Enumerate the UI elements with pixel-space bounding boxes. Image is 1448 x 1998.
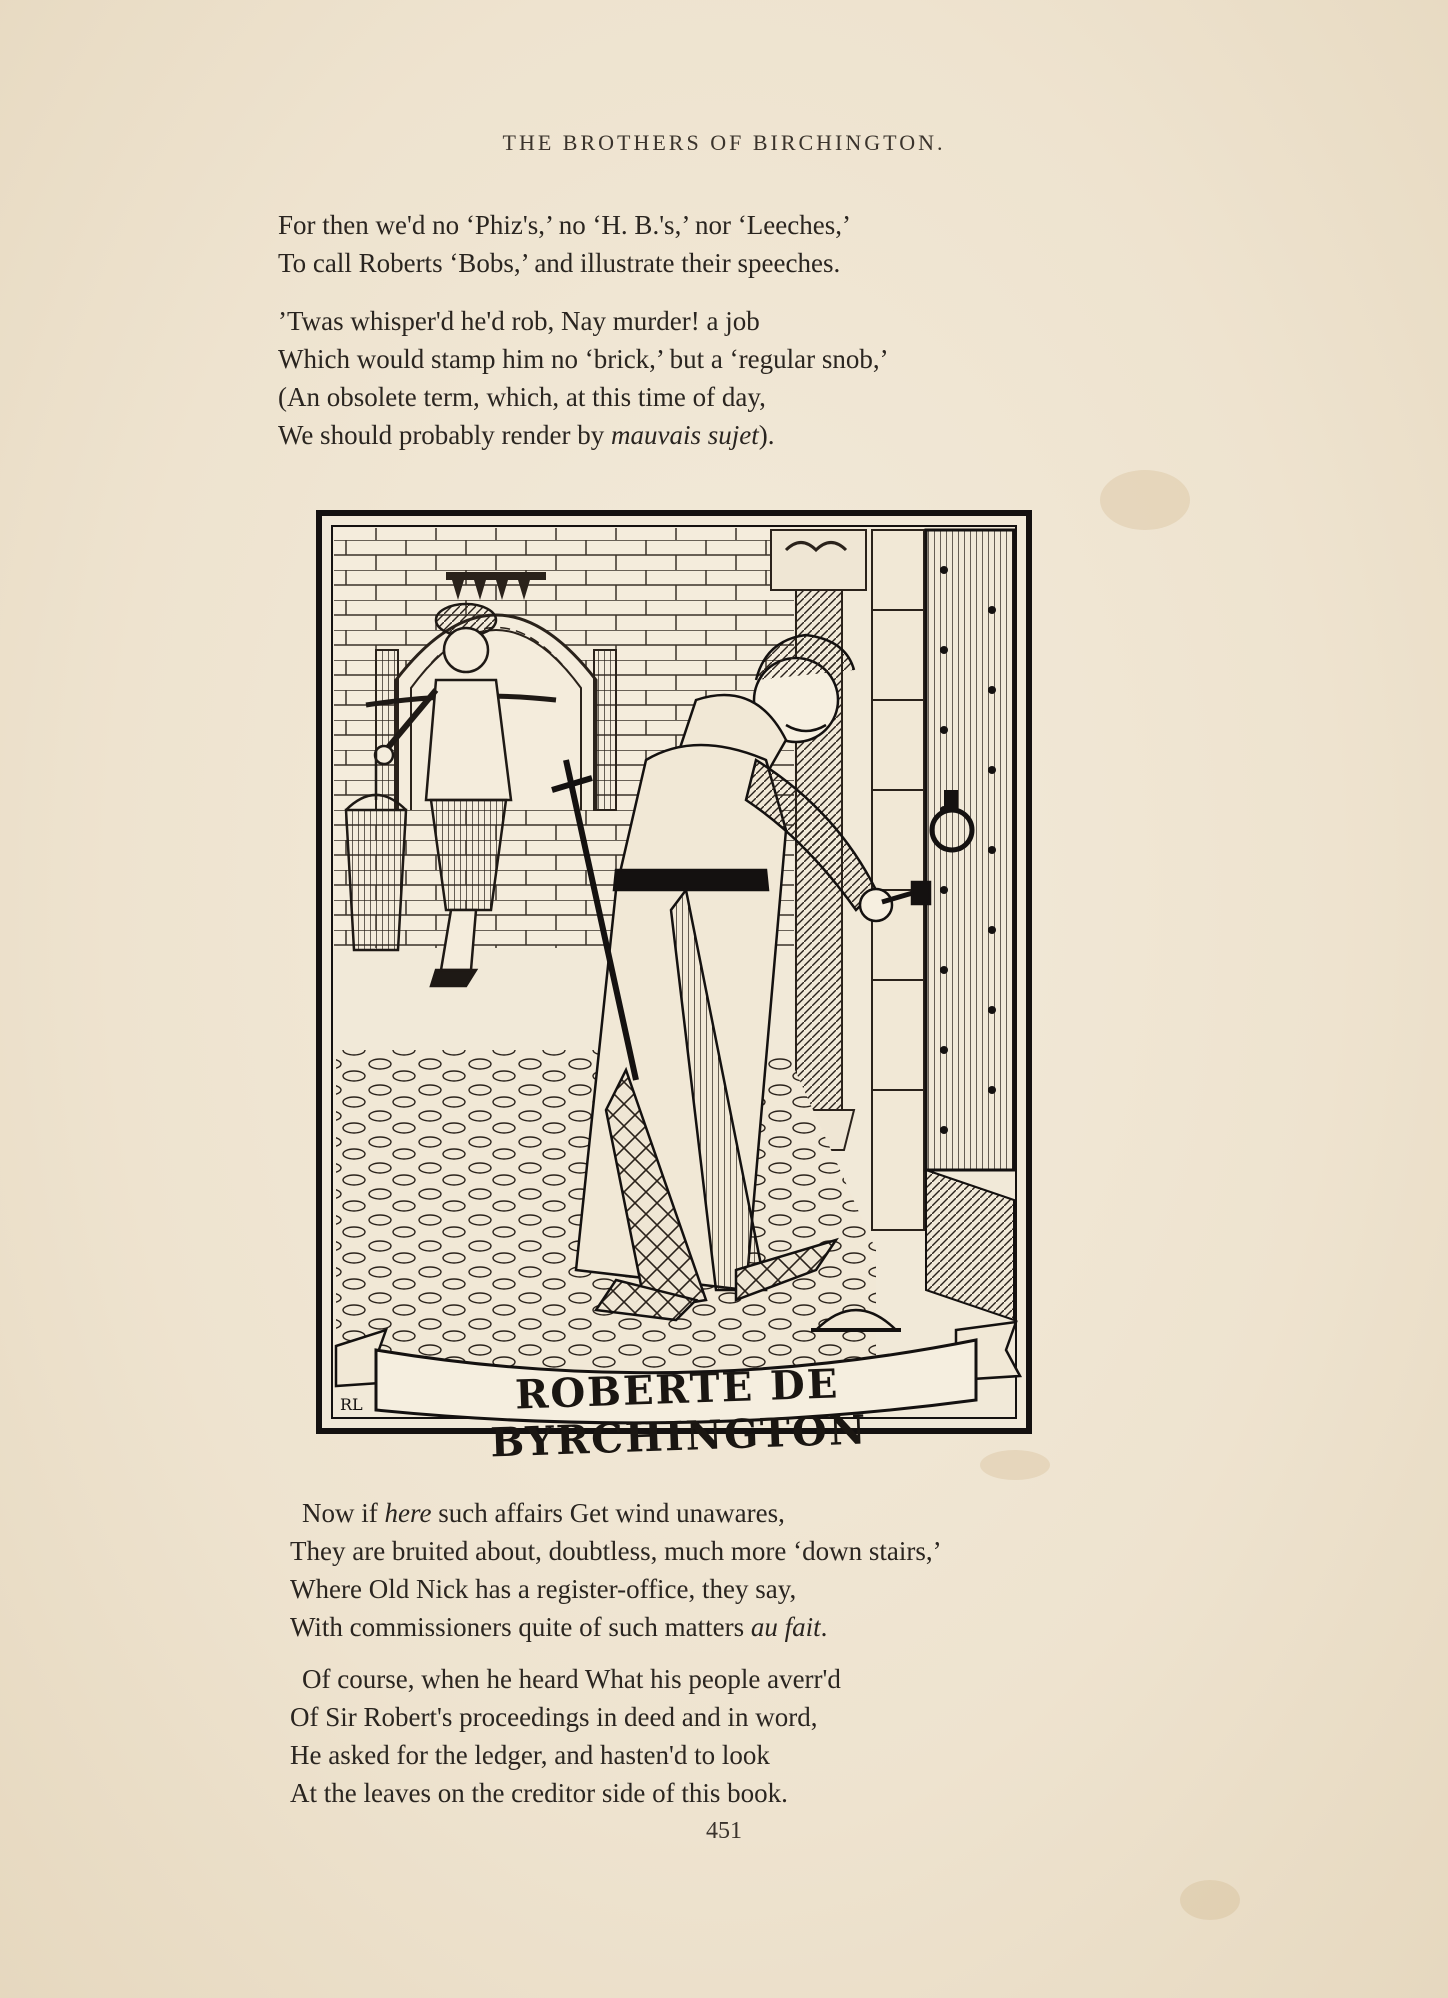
verse-line (290, 1494, 942, 1532)
italic-word: here (384, 1498, 432, 1528)
italic-phrase: mauvais sujet (611, 420, 759, 450)
verse-line: At the leaves on the creditor side of this book. (290, 1778, 788, 1808)
verse-line (290, 1608, 942, 1646)
verse-line: He asked for the ledger, and hasten'd to look (290, 1740, 770, 1770)
foxing-stain (980, 1450, 1050, 1480)
stanza-1 (278, 206, 851, 282)
verse-line: Where Old Nick has a register-office, they say, (290, 1574, 797, 1604)
engraved-illustration (316, 510, 1032, 1467)
page-number: 451 (706, 1818, 742, 1844)
verse-line: For then we'd no ‘Phiz's,’ no ‘H. B.'s,’ nor ‘Leeches,’ (278, 210, 851, 240)
stanza-3 (290, 1494, 942, 1646)
engraving-drawing (316, 510, 1032, 1434)
verse-line: To call Roberts ‘Bobs,’ and illustrate their speeches. (278, 248, 841, 278)
foxing-stain (1180, 1880, 1240, 1920)
verse-line (278, 416, 889, 454)
svg-text:RL: RL (340, 1395, 363, 1414)
verse-line: Which would stamp him no ‘brick,’ but a ‘regular snob,’ (278, 344, 889, 374)
verse-text: Now if (302, 1498, 385, 1528)
verse-line: They are bruited about, doubtless, much more ‘down stairs,’ (290, 1536, 942, 1566)
banner-caption: ROBERTE DE BYRCHINGTON (489, 1360, 869, 1467)
verse-line: Of Sir Robert's proceedings in deed and in word, (290, 1702, 818, 1732)
running-head: THE BROTHERS OF BIRCHINGTON. (502, 130, 946, 155)
italic-phrase: au fait (750, 1612, 821, 1642)
stanza-4 (290, 1660, 841, 1812)
verse-line: ’Twas whisper'd he'd rob, Nay murder! a job (278, 306, 760, 336)
stanza-2 (278, 302, 889, 454)
verse-text: . (820, 1612, 828, 1642)
foxing-stain (1100, 470, 1190, 530)
verse-text: such affairs Get wind unawares, (431, 1498, 785, 1528)
verse-line: Of course, when he heard What his people averr'd (302, 1664, 841, 1694)
verse-text: With commissioners quite of such matters (290, 1612, 751, 1642)
verse-text: ). (758, 420, 775, 450)
verse-text: We should probably render by (278, 420, 611, 450)
verse-line: (An obsolete term, which, at this time of day, (278, 382, 766, 412)
